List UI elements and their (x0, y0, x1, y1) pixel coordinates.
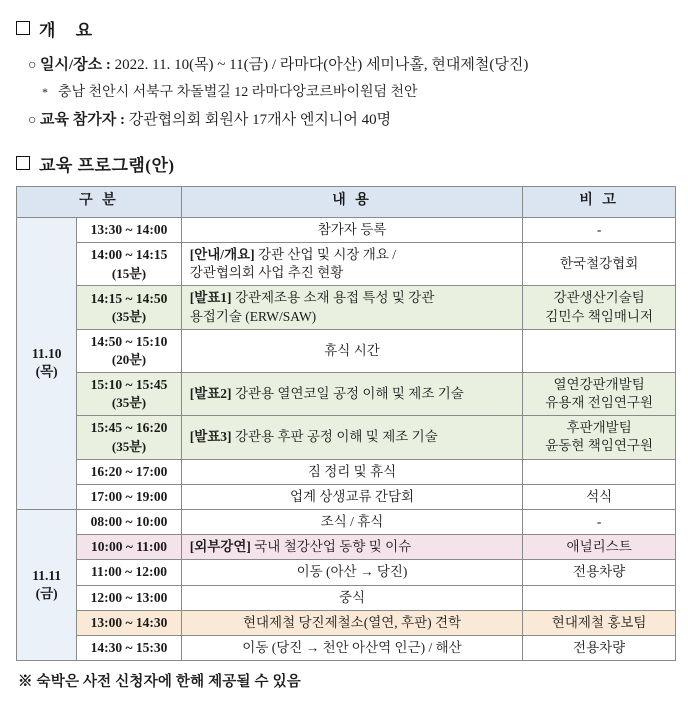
circle-bullet-icon: ○ (28, 113, 37, 129)
cell-content: 이동 (당진 → 천안 아산역 인근) / 해산 (181, 636, 523, 661)
cell-content: 참가자 등록 (181, 217, 523, 242)
cell-time: 11:00 ~ 12:00 (77, 560, 181, 585)
cell-time: 14:50 ~ 15:10 (20분) (77, 329, 181, 372)
column-header-content: 내 용 (181, 186, 523, 217)
cell-content: [발표3] 강관용 후판 공정 이해 및 제조 기술 (181, 416, 523, 459)
content-tag: [발표2] (189, 385, 232, 401)
table-row (17, 217, 676, 242)
cell-content: [안내/개요] 강관 산업 및 시장 개요 / 강관협의회 사업 추진 현황 (181, 243, 523, 286)
cell-content: [발표2] 강관용 열연코일 공정 이해 및 제조 기술 (181, 372, 523, 415)
square-bullet-icon (16, 21, 30, 35)
table-row (17, 535, 676, 560)
cell-note: 열연강판개발팀 유용재 전임연구원 (523, 372, 676, 415)
cell-time: 17:00 ~ 19:00 (77, 484, 181, 509)
overview-bullet-list (14, 51, 674, 135)
column-header-note: 비 고 (523, 186, 676, 217)
cell-time: 13:30 ~ 14:00 (77, 217, 181, 242)
content-tag: [외부강연] (189, 539, 251, 555)
section-title: 개 요 (39, 21, 101, 40)
cell-note (523, 585, 676, 610)
table-row (17, 286, 676, 329)
table-row (17, 509, 676, 534)
cell-day: 11.11 (금) (17, 509, 77, 660)
cell-content: [발표1] 강관제조용 소재 용접 특성 및 강관 용접기술 (ERW/SAW) (181, 286, 523, 329)
cell-note: 강관생산기술팀 김민수 책임매니저 (523, 286, 676, 329)
cell-note (523, 459, 676, 484)
section-heading-overview (16, 16, 674, 41)
cell-day: 11.10 (목) (17, 217, 77, 509)
section-heading-program (16, 151, 674, 176)
cell-time: 12:00 ~ 13:00 (77, 585, 181, 610)
table-row (17, 636, 676, 661)
table-row (17, 329, 676, 372)
table-row (17, 243, 676, 286)
list-item-text: 충남 천안시 서북구 차돌벌길 12 라마다앙코르바이원덤 천안 (58, 84, 418, 100)
list-item (14, 51, 674, 80)
program-table-body (17, 217, 676, 660)
cell-content: [외부강연] 국내 철강산업 동향 및 이슈 (181, 535, 523, 560)
column-header-division: 구 분 (17, 186, 182, 217)
cell-content: 휴식 시간 (181, 329, 523, 372)
table-row (17, 372, 676, 415)
cell-note: - (523, 509, 676, 534)
table-row (17, 416, 676, 459)
content-tag: [발표3] (189, 429, 232, 445)
list-item-label: 일시/장소 : (40, 57, 111, 73)
footnote: ※ 숙박은 사전 신청자에 한해 제공될 수 있음 (18, 674, 301, 691)
cell-time: 14:30 ~ 15:30 (77, 636, 181, 661)
cell-time: 13:00 ~ 14:30 (77, 610, 181, 635)
cell-time: 14:15 ~ 14:50 (35분) (77, 286, 181, 329)
cell-note (523, 329, 676, 372)
section-title: 교육 프로그램(안) (39, 155, 175, 175)
cell-note: 전용차량 (523, 560, 676, 585)
cell-content: 업계 상생교류 간담회 (181, 484, 523, 509)
cell-time: 08:00 ~ 10:00 (77, 509, 181, 534)
cell-note: 전용차량 (523, 636, 676, 661)
table-row (17, 610, 676, 635)
cell-content: 짐 정리 및 휴식 (181, 459, 523, 484)
list-item-label: 교육 참가자 : (40, 112, 125, 129)
cell-content: 중식 (181, 585, 523, 610)
square-bullet-icon (16, 156, 30, 170)
circle-bullet-icon: ○ (28, 58, 37, 73)
cell-time: 16:20 ~ 17:00 (77, 459, 181, 484)
list-item-value: 2022. 11. 10(목) ~ 11(금) / 라마다(아산) 세미나홀, 현대제철(당진) (110, 57, 529, 73)
cell-note: 석식 (523, 484, 676, 509)
table-row (17, 459, 676, 484)
cell-content: 이동 (아산 → 당진) (181, 560, 523, 585)
table-row (17, 560, 676, 585)
cell-time: 15:10 ~ 15:45 (35분) (77, 372, 181, 415)
cell-note: 애널리스트 (523, 535, 676, 560)
table-row (17, 585, 676, 610)
asterisk-bullet-icon: * (42, 84, 48, 99)
list-item (14, 80, 674, 107)
table-header-row (17, 186, 676, 217)
list-item-text (40, 51, 674, 80)
table-row (17, 484, 676, 509)
cell-note: 한국철강협회 (523, 243, 676, 286)
list-item-value: 강관협의회 회원사 17개사 엔지니어 40명 (124, 112, 392, 129)
cell-note: 현대제철 홍보팀 (523, 610, 676, 635)
content-tag: [안내/개요] (189, 247, 255, 262)
cell-content: 조식 / 휴식 (181, 509, 523, 534)
cell-content: 현대제철 당진제철소(열연, 후판) 견학 (181, 610, 523, 635)
cell-note: 후판개발팀 윤동현 책임연구원 (523, 416, 676, 459)
cell-time: 10:00 ~ 11:00 (77, 535, 181, 560)
cell-note: - (523, 217, 676, 242)
cell-time: 15:45 ~ 16:20 (35분) (77, 416, 181, 459)
list-item-text (40, 106, 674, 135)
cell-time: 14:00 ~ 14:15 (15분) (77, 243, 181, 286)
list-item (14, 106, 674, 135)
program-table (16, 186, 676, 661)
content-tag: [발표1] (189, 290, 232, 306)
